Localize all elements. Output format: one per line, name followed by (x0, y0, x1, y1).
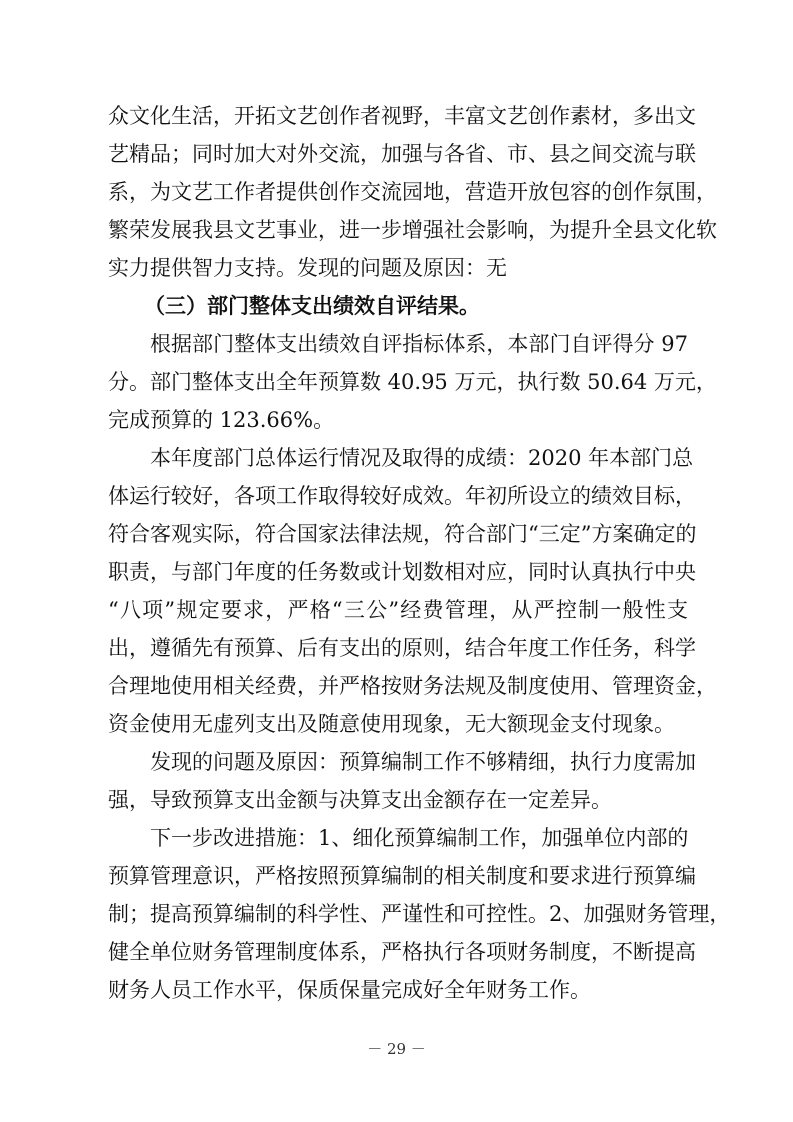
paragraph-line: 完成预算的 123.66%。 (108, 408, 335, 432)
paragraph-line: “八项”规定要求，严格“三公”经费管理，从严控制一般性支 (108, 598, 688, 622)
paragraph-line: 合理地使用相关经费，并严格按财务法规及制度使用、管理资金， (108, 674, 717, 698)
paragraph-line: 系，为文艺工作者提供创作交流园地，营造开放包容的创作氛围， (108, 180, 717, 204)
paragraph-line: 符合客观实际，符合国家法律法规，符合部门“三定”方案确定的 (108, 522, 697, 546)
paragraph-line: 众文化生活，开拓文艺创作者视野，丰富文艺创作素材，多出文 (108, 104, 696, 128)
paragraph-line: 出，遵循先有预算、后有支出的原则，结合年度工作任务，科学 (108, 636, 696, 660)
paragraph-line: 财务人员工作水平，保质保量完成好全年财务工作。 (108, 978, 591, 1002)
paragraph-line: 发现的问题及原因：预算编制工作不够精细，执行力度需加 (150, 750, 696, 774)
paragraph-line: 根据部门整体支出绩效自评指标体系，本部门自评得分 97 (150, 332, 688, 356)
section-heading: （三）部门整体支出绩效自评结果。 (144, 294, 480, 318)
paragraph-line: 下一步改进措施：1、细化预算编制工作，加强单位内部的 (150, 826, 689, 850)
paragraph-line: 艺精品；同时加大对外交流，加强与各省、市、县之间交流与联 (108, 142, 696, 166)
paragraph-line: 健全单位财务管理制度体系，严格执行各项财务制度，不断提高 (108, 940, 696, 964)
document-body (108, 97, 731, 1009)
paragraph-line: 职责，与部门年度的任务数或计划数相对应，同时认真执行中央 (108, 560, 696, 584)
paragraph-line: 实力提供智力支持。发现的问题及原因：无 (108, 256, 507, 280)
paragraph-line: 强，导致预算支出金额与决算支出金额存在一定差异。 (108, 788, 612, 812)
paragraph-line: 预算管理意识，严格按照预算编制的相关制度和要求进行预算编 (108, 864, 696, 888)
paragraph-line: 繁荣发展我县文艺事业，进一步增强社会影响，为提升全县文化软 (108, 218, 717, 242)
paragraph-line: 体运行较好，各项工作取得较好成效。年初所设立的绩效目标， (108, 484, 696, 508)
paragraph-line: 制；提高预算编制的科学性、严谨性和可控性。2、加强财务管理， (108, 902, 731, 926)
page-number: － 29 － (367, 1040, 426, 1058)
paragraph-line: 本年度部门总体运行情况及取得的成绩：2020 年本部门总 (150, 446, 694, 470)
paragraph-line: 资金使用无虚列支出及随意使用现象，无大额现金支付现象。 (108, 712, 675, 736)
paragraph-line: 分。部门整体支出全年预算数 40.95 万元，执行数 50.64 万元， (108, 370, 717, 394)
